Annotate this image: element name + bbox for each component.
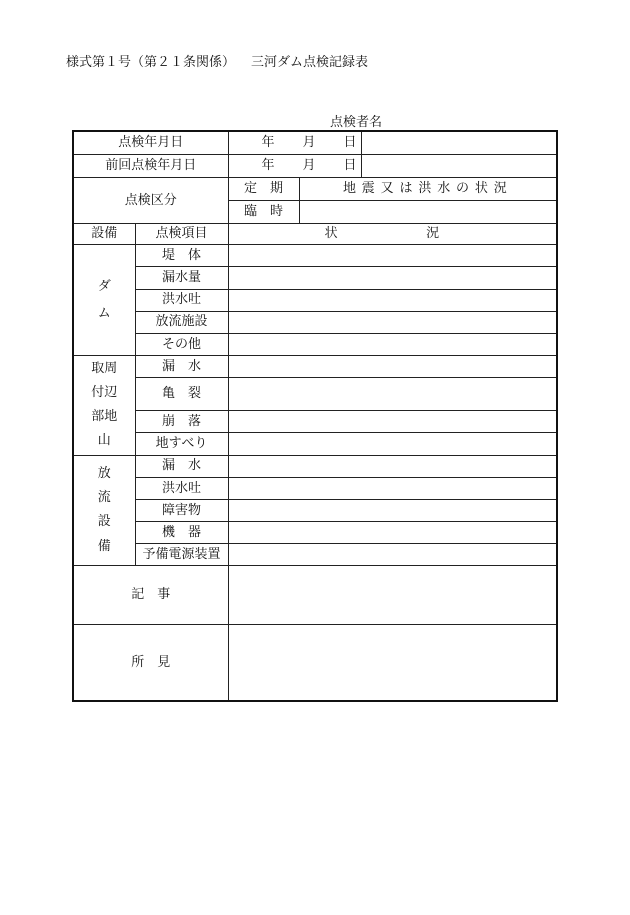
inspection-date-field[interactable] (228, 131, 361, 154)
item-label: 地すべり (135, 433, 228, 455)
day-unit: 日 (343, 157, 357, 173)
notes-field[interactable] (228, 566, 557, 624)
status-field[interactable] (228, 477, 557, 499)
item-label: 洪水吐 (135, 289, 228, 311)
status-field[interactable] (228, 245, 557, 267)
status-field[interactable] (228, 289, 557, 311)
item-label: 漏水量 (135, 267, 228, 289)
item-label: 放流施設 (135, 311, 228, 333)
item-column-header: 点検項目 (135, 224, 228, 245)
item-label: 漏 水 (135, 355, 228, 377)
status-field[interactable] (228, 355, 557, 377)
previous-inspection-date-extra[interactable] (361, 154, 557, 177)
item-label: その他 (135, 333, 228, 355)
group-discharge-equipment-label (73, 455, 135, 566)
item-label: 崩 落 (135, 411, 228, 433)
status-field[interactable] (228, 544, 557, 566)
equipment-column-header: 設備 (73, 224, 135, 245)
item-label: 漏 水 (135, 455, 228, 477)
form-name: 三河ダム点検記録表 (251, 55, 369, 70)
findings-label: 所 見 (73, 624, 228, 701)
temporary-inspection-label: 臨 時 (228, 200, 299, 223)
status-field[interactable] (228, 455, 557, 477)
item-label: 亀 裂 (135, 378, 228, 411)
status-field[interactable] (228, 522, 557, 544)
previous-inspection-date-label: 前回点検年月日 (73, 154, 228, 177)
inspection-date-extra[interactable] (361, 131, 557, 154)
group-label-char: 流 (97, 490, 111, 506)
group-label-char: 放 (97, 466, 111, 482)
inspector-name-label: 点検者名 (330, 115, 383, 130)
group-label-char: 取周 (91, 361, 118, 377)
group-label-char: 部地 (91, 409, 118, 425)
status-field[interactable] (228, 378, 557, 411)
item-label: 堤 体 (135, 245, 228, 267)
group-dam-label (73, 245, 135, 356)
inspection-record-table (72, 130, 558, 702)
day-unit: 日 (343, 135, 357, 151)
status-field[interactable] (228, 267, 557, 289)
item-label: 予備電源装置 (135, 544, 228, 566)
notes-label: 記 事 (73, 566, 228, 624)
regular-inspection-label: 定 期 (228, 177, 299, 200)
previous-inspection-date-field[interactable] (228, 154, 361, 177)
group-label-char: 設 (97, 514, 111, 530)
group-surrounding-ground-label (73, 355, 135, 455)
status-field[interactable] (228, 333, 557, 355)
form-title (66, 51, 368, 70)
item-label: 洪水吐 (135, 477, 228, 499)
group-label-char: 山 (97, 433, 111, 449)
item-label: 障害物 (135, 499, 228, 521)
status-field[interactable] (228, 433, 557, 455)
month-unit: 月 (302, 157, 316, 173)
inspection-type-label: 点検区分 (73, 177, 228, 223)
status-field[interactable] (228, 411, 557, 433)
quake-flood-field[interactable] (299, 200, 557, 223)
form-number: 様式第１号（第２１条関係） (66, 55, 236, 70)
group-label-char: ダ (97, 278, 111, 294)
status-field[interactable] (228, 311, 557, 333)
findings-field[interactable] (228, 624, 557, 701)
year-unit: 年 (261, 157, 275, 173)
group-label-char: 備 (97, 538, 111, 554)
quake-flood-label: 地震又は洪水の状況 (299, 177, 557, 200)
month-unit: 月 (302, 135, 316, 151)
year-unit: 年 (261, 135, 275, 151)
group-label-char: 付辺 (91, 385, 118, 401)
inspection-date-label: 点検年月日 (73, 131, 228, 154)
status-field[interactable] (228, 499, 557, 521)
group-label-char: ム (97, 306, 111, 322)
item-label: 機 器 (135, 522, 228, 544)
status-column-header: 状 況 (228, 224, 557, 245)
